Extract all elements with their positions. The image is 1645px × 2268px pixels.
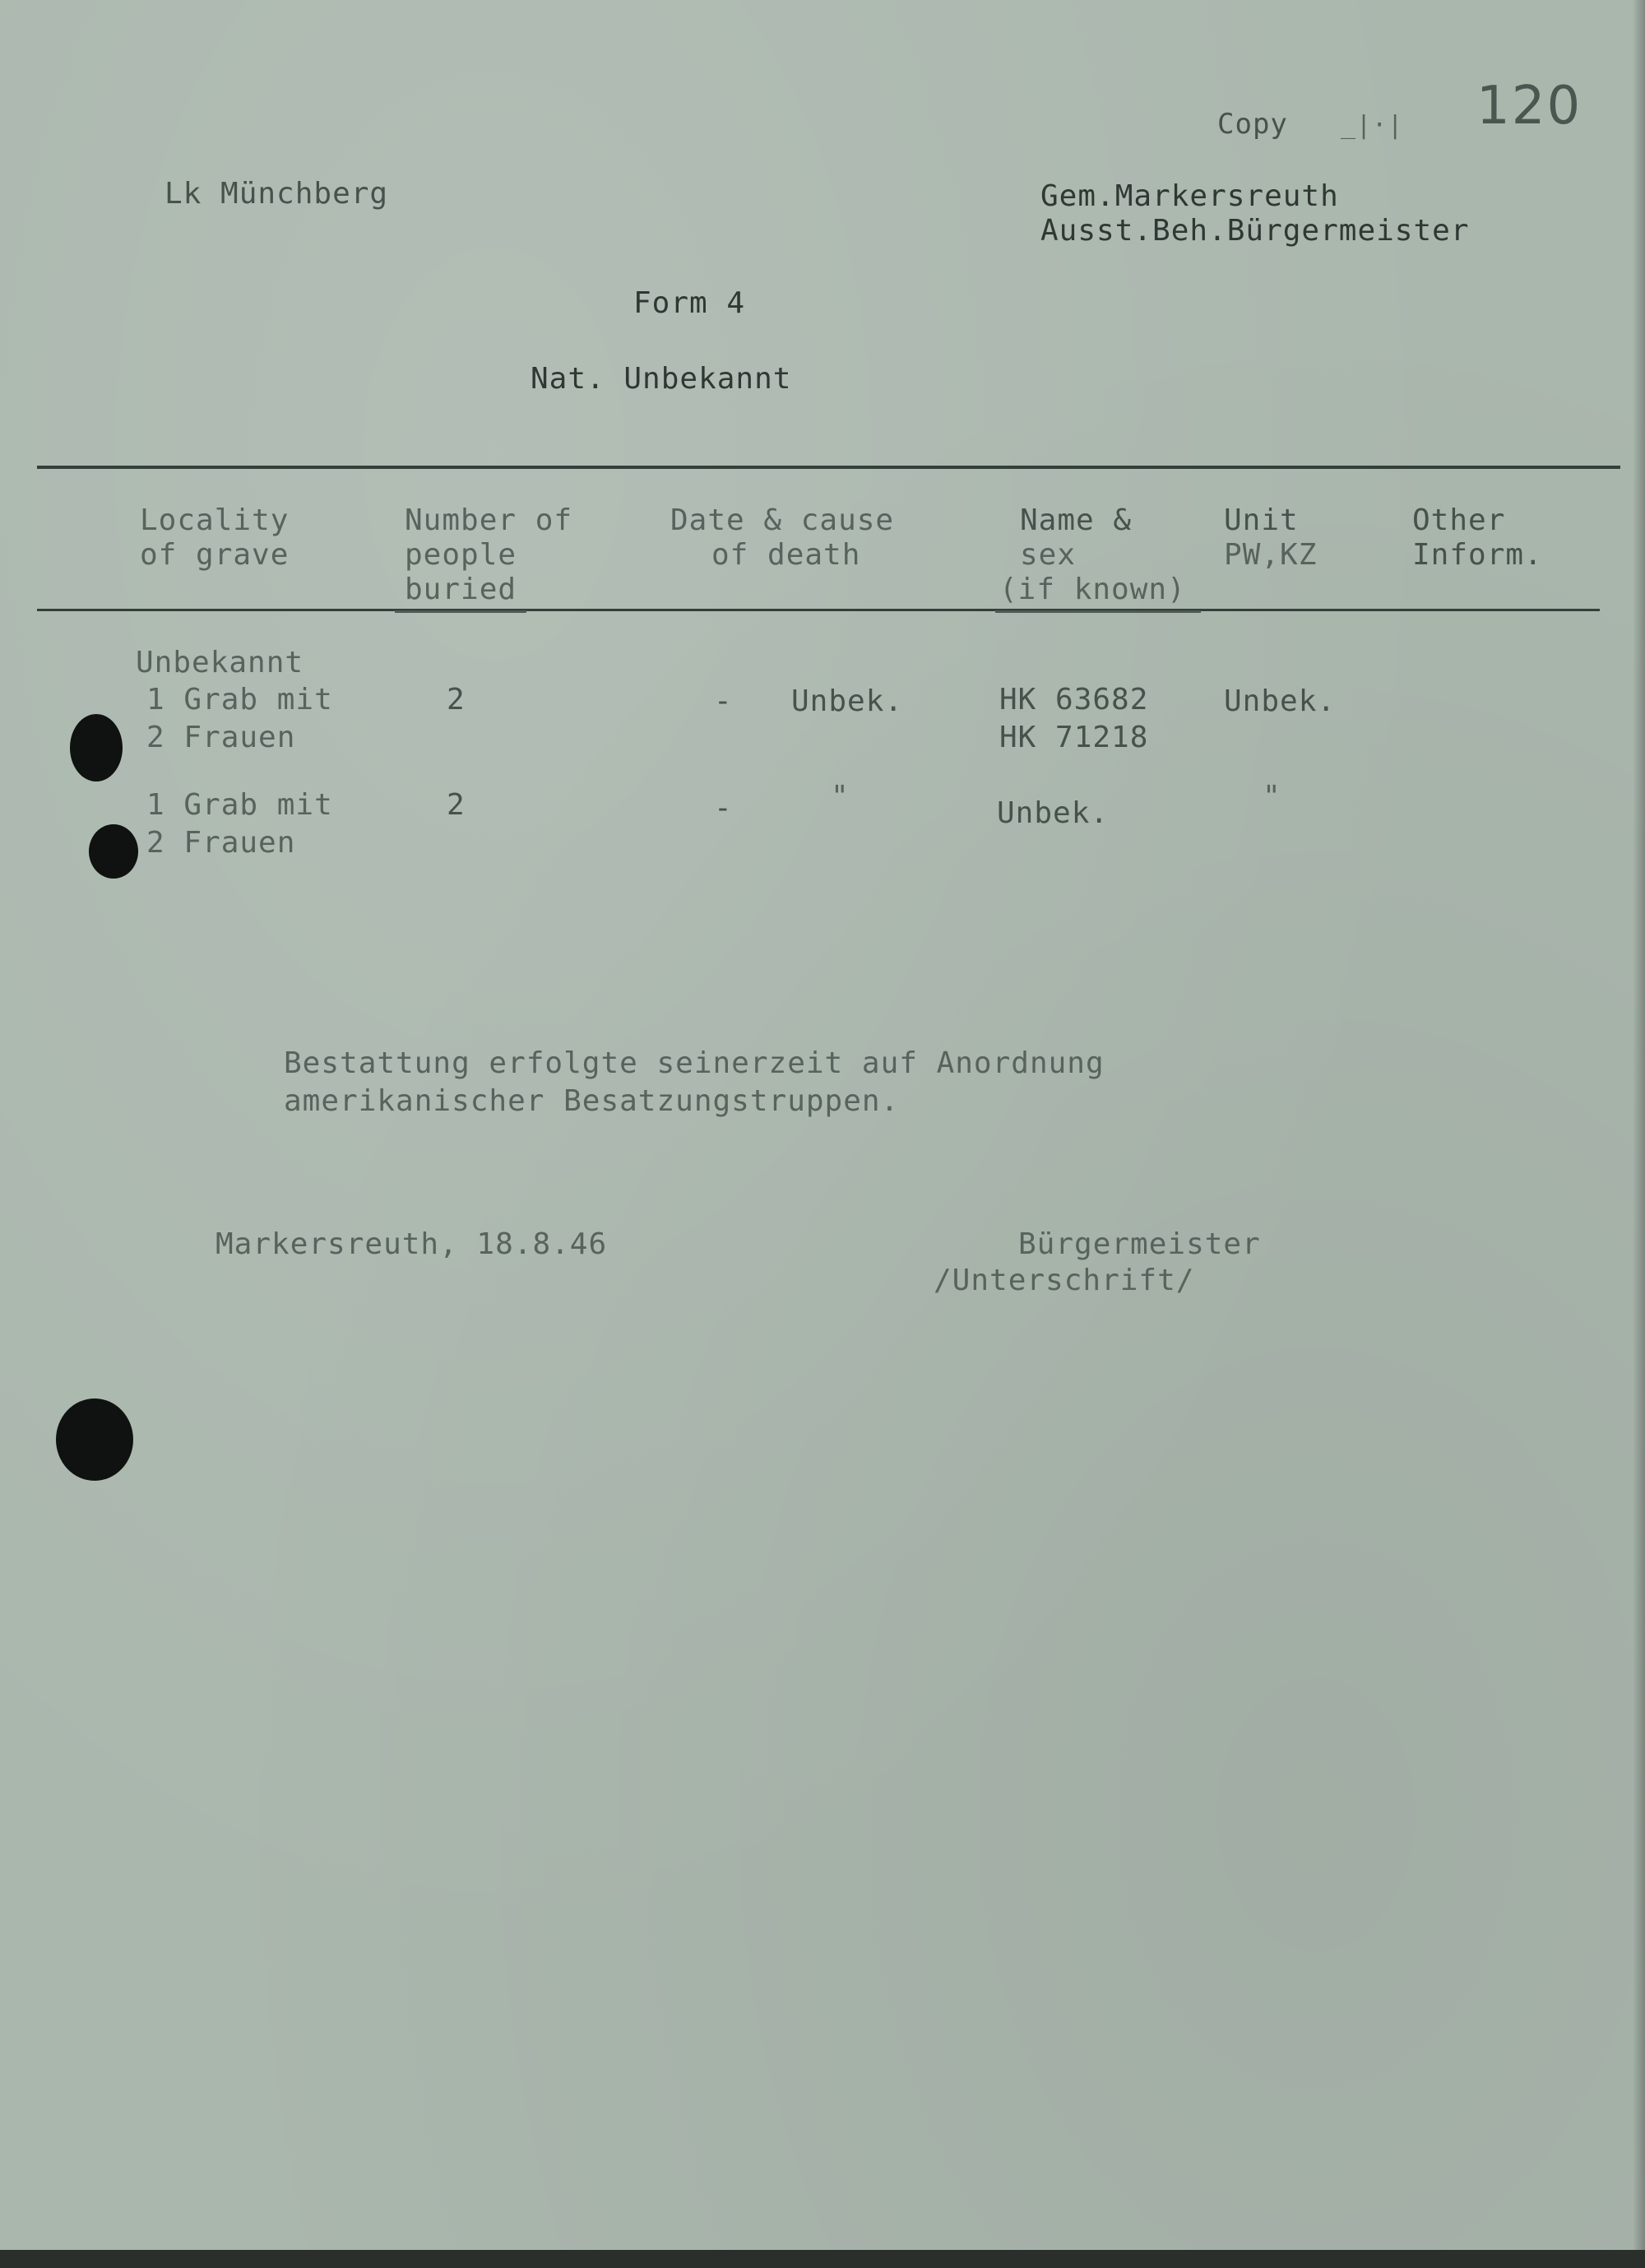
column-header-other-1: Other xyxy=(1412,503,1506,537)
column-header-other-2: Inform. xyxy=(1412,538,1543,572)
column-header-unit-2: PW,KZ xyxy=(1224,538,1318,572)
column-header-number-3: buried xyxy=(405,573,517,606)
row2-cause: " xyxy=(831,780,850,814)
punch-hole xyxy=(56,1398,133,1481)
table-top-rule xyxy=(37,466,1620,469)
nationality-label: Nat. Unbekannt xyxy=(531,362,792,396)
row2-date: - xyxy=(714,791,733,825)
row2-locality-line1: 1 Grab mit xyxy=(146,788,333,822)
page-number: 120 xyxy=(1476,76,1582,137)
row1-cause: Unbek. xyxy=(791,684,904,718)
row2-name-line1: Unbek. xyxy=(997,796,1110,830)
column-header-date-2: of death xyxy=(711,538,861,572)
row1-locality-line2: 2 Frauen xyxy=(146,721,296,754)
punch-hole xyxy=(70,714,123,782)
column-header-name-2: sex xyxy=(1020,538,1077,572)
table-header-rule xyxy=(37,609,1600,611)
signature-note: /Unterschrift/ xyxy=(934,1264,1195,1297)
copy-mark: _|·| xyxy=(1341,111,1404,140)
row1-name-line2: HK 71218 xyxy=(999,721,1149,754)
copy-label: Copy xyxy=(1217,108,1288,141)
scan-border xyxy=(0,2250,1645,2268)
signature-title: Bürgermeister xyxy=(1018,1227,1261,1261)
column-header-number-2: people xyxy=(405,538,517,572)
column-header-unit-1: Unit xyxy=(1224,503,1299,537)
gemeinde-label: Gem.Markersreuth xyxy=(1040,179,1339,213)
column-header-number-1: Number of xyxy=(405,503,573,537)
column-header-locality-1: Locality xyxy=(140,503,290,537)
form-title: Form 4 xyxy=(633,286,746,320)
column-header-date-1: Date & cause xyxy=(670,503,895,537)
note-line1: Bestattung erfolgte seinerzeit auf Anordnung xyxy=(284,1046,1105,1080)
punch-hole xyxy=(89,824,138,879)
row1-name-line1: HK 63682 xyxy=(999,683,1149,717)
row2-count: 2 xyxy=(447,788,466,822)
note-line2: amerikanischer Besatzungstruppen. xyxy=(284,1084,900,1118)
row2-locality-line2: 2 Frauen xyxy=(146,826,296,860)
row1-unit: Unbek. xyxy=(1224,684,1337,718)
column-header-locality-2: of grave xyxy=(140,538,290,572)
column-header-name-3: (if known) xyxy=(999,573,1186,606)
row1-locality-line1: 1 Grab mit xyxy=(146,683,333,717)
issuing-authority-label: Ausst.Beh.Bürgermeister xyxy=(1040,214,1470,248)
column-header-name-1: Name & xyxy=(1020,503,1133,537)
place-date: Markersreuth, 18.8.46 xyxy=(215,1227,608,1261)
row1-date: - xyxy=(714,684,733,718)
row1-locality-heading: Unbekannt xyxy=(136,646,304,679)
row1-count: 2 xyxy=(447,683,466,717)
page-edge-shadow xyxy=(1633,0,1645,2268)
district-label: Lk Münchberg xyxy=(164,177,389,211)
row2-unit: " xyxy=(1263,780,1281,814)
column-header-name-underline xyxy=(995,610,1201,613)
column-header-number-underline xyxy=(395,610,526,613)
